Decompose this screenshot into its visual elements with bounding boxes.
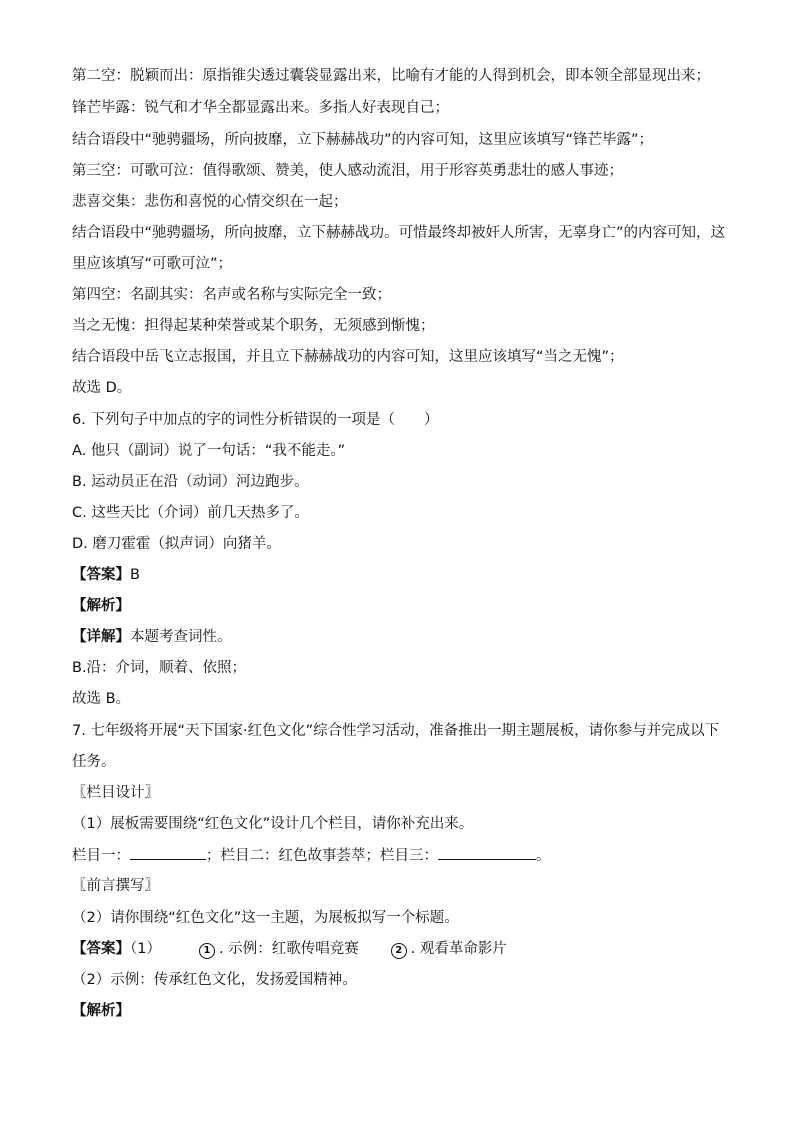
text-line: 结合语段中“驰骋疆场，所向披靡，立下赫赫战功”的内容可知，这里应该填写“锋芒毕露”； (72, 132, 654, 148)
answer-line (72, 565, 732, 585)
detail-text: 本题考查词性。 (130, 629, 232, 645)
question-7-stem-cont: 任务。 (72, 754, 116, 770)
detail-tag: 【详解】 (72, 629, 130, 645)
section-heading: 〖前言撰写〗 (72, 878, 159, 894)
text-line: 结合语段中“驰骋疆场，所向披靡，立下赫赫战功。可惜最终却被奸人所害，无辜身亡”的内容可知，这 (72, 225, 726, 241)
column-two-text: ；栏目二：红色故事荟萃；栏目三： (206, 848, 438, 864)
circled-number-1: 1 (199, 943, 215, 959)
answer-tag: 【答案】 (72, 567, 130, 583)
question-7-stem: 7. 七年级将开展“天下国家·红色文化”综合性学习活动，准备推出一期主题展板，请你参与并完成以下 (72, 723, 720, 739)
answer-part-2: （2）示例：传承红色文化，发扬爱国精神。 (72, 972, 357, 988)
column-one-label: 栏目一： (72, 848, 130, 864)
option-b: B. 运动员正在沿（动词）河边跑步。 (72, 474, 309, 490)
answer-blank-1[interactable] (130, 845, 206, 860)
text-line: 第三空：可歌可泣：值得歌颂、赞美，使人感动流泪，用于形容英勇悲壮的感人事迹； (72, 163, 623, 179)
answer-blank-2[interactable] (438, 845, 536, 860)
circled-number-2: 2 (391, 943, 407, 959)
answer-value: B (130, 567, 140, 583)
answer-example-1: . 示例：红歌传唱竞赛 (218, 941, 359, 957)
sub-question-2: （2）请你围绕“红色文化”这一主题，为展板拟写一个标题。 (72, 910, 459, 926)
text-line: 当之无愧：担得起某种荣誉或某个职务，无须感到惭愧； (72, 318, 435, 334)
text-line: 第四空：名副其实：名声或名称与实际完全一致； (72, 287, 391, 303)
answer-tag: 【答案】 (72, 941, 130, 957)
answer-part-1: （1） (130, 941, 161, 957)
text-line: 故选 D。 (72, 380, 132, 396)
text-line: 结合语段中岳飞立志报国，并且立下赫赫战功的内容可知，这里应该填写“当之无愧”； (72, 349, 624, 365)
text-line: 故选 B。 (72, 691, 131, 707)
detail-line (72, 627, 732, 647)
answer-example-2: . 观看革命影片 (410, 941, 507, 957)
text-line: B.沿：介词，顺着、依照； (72, 660, 247, 676)
analysis-tag: 【解析】 (72, 598, 130, 614)
section-heading: 〖栏目设计〗 (72, 785, 159, 801)
line-end: 。 (536, 848, 551, 864)
text-line: 里应该填写“可歌可泣”； (72, 256, 233, 272)
analysis-tag: 【解析】 (72, 1003, 130, 1019)
question-6-stem: 6. 下列句子中加点的字的词性分析错误的一项是（ ） (72, 412, 439, 428)
text-line: 锋芒毕露：锐气和才华全都显露出来。多指人好表现自己； (72, 100, 449, 116)
fill-in-line (72, 845, 732, 866)
option-c: C. 这些天比（介词）前几天热多了。 (72, 505, 309, 521)
text-line: 悲喜交集：悲伤和喜悦的心情交织在一起； (72, 194, 348, 210)
answer-line-7 (72, 939, 732, 959)
text-line: 第二空：脱颖而出：原指锥尖透过囊袋显露出来，比喻有才能的人得到机会，即本领全部显现出来； (72, 68, 710, 84)
option-a: A. 他只（副词）说了一句话：“我不能走。” (72, 443, 346, 459)
option-d: D. 磨刀霍霍（拟声词）向猪羊。 (72, 536, 281, 552)
sub-question-1: （1）展板需要围绕“红色文化”设计几个栏目，请你补充出来。 (72, 816, 474, 832)
